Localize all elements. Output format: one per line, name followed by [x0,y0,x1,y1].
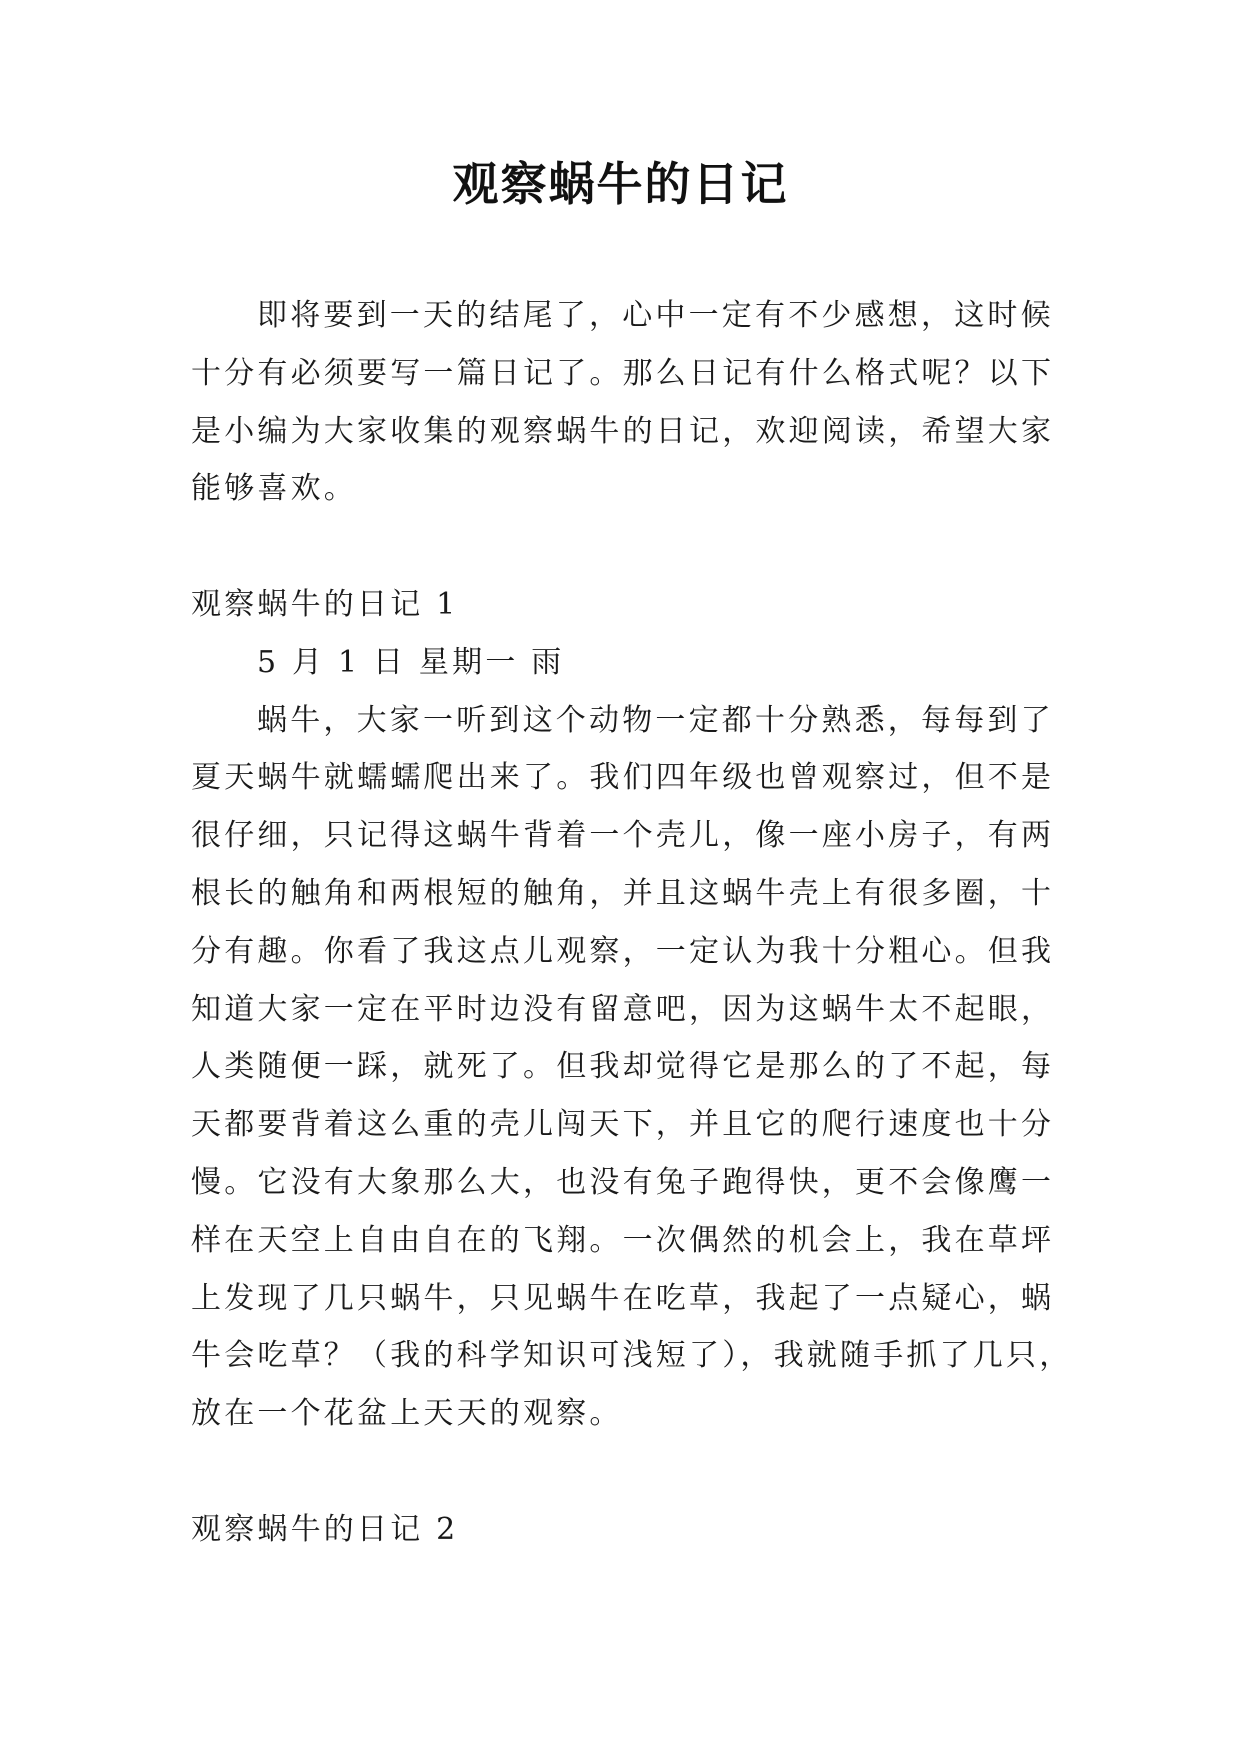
diary-line: 分有趣。你看了我这点儿观察，一定认为我十分粗心。但我 [191,933,1055,969]
section-heading-1: 观察蜗牛的日记 1 [191,586,459,622]
diary-line: 上发现了几只蜗牛，只见蜗牛在吃草，我起了一点疑心，蜗 [191,1280,1055,1316]
diary-line: 放在一个花盆上天天的观察。 [191,1396,623,1432]
intro-line: 是小编为大家收集的观察蜗牛的日记，欢迎阅读，希望大家 [191,413,1055,449]
document-body [191,287,1073,1559]
intro-line: 十分有必须要写一篇日记了。那么日记有什么格式呢？以下 [191,355,1055,391]
paragraph-gap [191,518,1066,576]
intro-paragraph [191,287,1066,518]
diary-line: 天都要背着这么重的壳儿闯天下，并且它的爬行速度也十分 [191,1107,1055,1143]
diary-line: 牛会吃草？（我的科学知识可浅短了），我就随手抓了几只， [191,1338,1073,1374]
diary-date-line: 5 月 1 日 星期一 雨 [257,644,565,680]
intro-line: 即将要到一天的结尾了，心中一定有不少感想，这时候 [257,298,1054,333]
diary-line: 慢。它没有大象那么大，也没有兔子跑得快，更不会像鹰一 [191,1164,1055,1200]
diary-line: 样在天空上自由自在的飞翔。一次偶然的机会上，我在草坪 [191,1222,1055,1258]
paragraph-gap [191,1443,1066,1501]
diary-paragraph-1 [191,692,1073,1443]
diary-line: 夏天蜗牛就蠕蠕爬出来了。我们四年级也曾观察过，但不是 [191,760,1055,796]
diary-line: 知道大家一定在平时边没有留意吧，因为这蜗牛太不起眼， [191,991,1055,1027]
diary-line: 蜗牛，大家一听到这个动物一定都十分熟悉，每每到了 [257,702,1054,738]
diary-line: 很仔细，只记得这蜗牛背着一个壳儿，像一座小房子，有两 [191,818,1055,854]
diary-line: 人类随便一踩，就死了。但我却觉得它是那么的了不起，每 [191,1049,1055,1085]
section-heading-2: 观察蜗牛的日记 2 [191,1511,459,1547]
document-title: 观察蜗牛的日记 [452,157,789,211]
intro-line: 能够喜欢。 [191,471,357,507]
diary-line: 根长的触角和两根短的触角，并且这蜗牛壳上有很多圈，十 [191,875,1055,911]
